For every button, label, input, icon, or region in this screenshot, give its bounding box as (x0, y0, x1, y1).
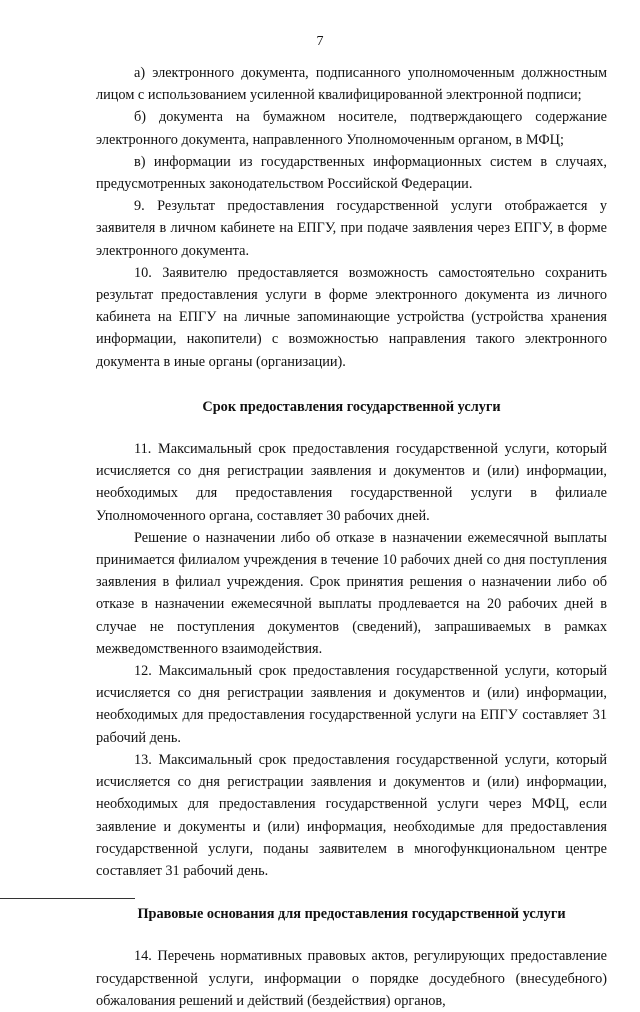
page-number: 7 (316, 34, 324, 49)
section-heading-legal-basis: Правовые основания для предоставления государственной услуги (137, 906, 566, 923)
document-body (96, 62, 607, 1012)
paragraph-decision: Решение о назначении либо об отказе в назначении ежемесячной выплаты принимается филиалом учреждения в течение 10 рабочих дней со дня поступления заявления в филиал учреждения. Срок принятия решения о назначении либо об отказе в назначении ежемесячной выплаты продлевается на 20 рабочих дней в случае не поступления документов (сведений), запрашиваемых в рамках межведомственного взаимодействия. (96, 529, 607, 657)
section-heading-term: Срок предоставления государственной услуги (202, 398, 501, 415)
paragraph-item-v: в) информации из государственных информационных систем в случаях, предусмотренных законодательством Российской Федерации. (96, 153, 607, 193)
paragraph-item-a: а) электронного документа, подписанного уполномоченным должностным лицом с использованием усиленной квалифицированной электронной подписи; (96, 65, 607, 104)
footnote-divider (0, 898, 135, 899)
paragraph-13: 13. Максимальный срок предоставления государственной услуги, который исчисляется со дня регистрации заявления и документов и (или) информации, необходимых для предоставления государственной услуги через МФЦ, если заявление и документы и (или) информация, необходимые для предоставления государственной услуги, поданы заявителем в многофункциональном центре составляет 31 рабочий день. (96, 751, 607, 879)
paragraph-12: 12. Максимальный срок предоставления государственной услуги, который исчисляется со дня регистрации заявления и документов и (или) информации, необходимых для предоставления государственной услуги на ЕПГУ составляет 31 рабочий день. (96, 663, 607, 746)
paragraph-item-b: б) документа на бумажном носителе, подтверждающего содержание электронного документа, направленного Уполномоченным органом, в МФЦ; (96, 109, 607, 148)
paragraph-10: 10. Заявителю предоставляется возможность самостоятельно сохранить результат предоставления услуги в форме электронного документа из личного кабинета на ЕПГУ на личные запоминающие устройства (устройства хранения информации, накопители) с возможностью направления такого электронного документа в иные органы (организации). (96, 264, 607, 370)
paragraph-14: 14. Перечень нормативных правовых актов, регулирующих предоставление государственной услуги, информации о порядке досудебного (внесудебного) обжалования решений и действий (бездействия) органов, (96, 948, 607, 1009)
paragraph-9: 9. Результат предоставления государственной услуги отображается у заявителя в личном кабинете на ЕПГУ, при подаче заявления через ЕПГУ, в форме электронного документа. (96, 198, 607, 259)
paragraph-11: 11. Максимальный срок предоставления государственной услуги, который исчисляется со дня регистрации заявления и документов и (или) информации, необходимых для предоставления государственной услуги в филиале Уполномоченного органа, составляет 30 рабочих дней. (96, 441, 607, 524)
